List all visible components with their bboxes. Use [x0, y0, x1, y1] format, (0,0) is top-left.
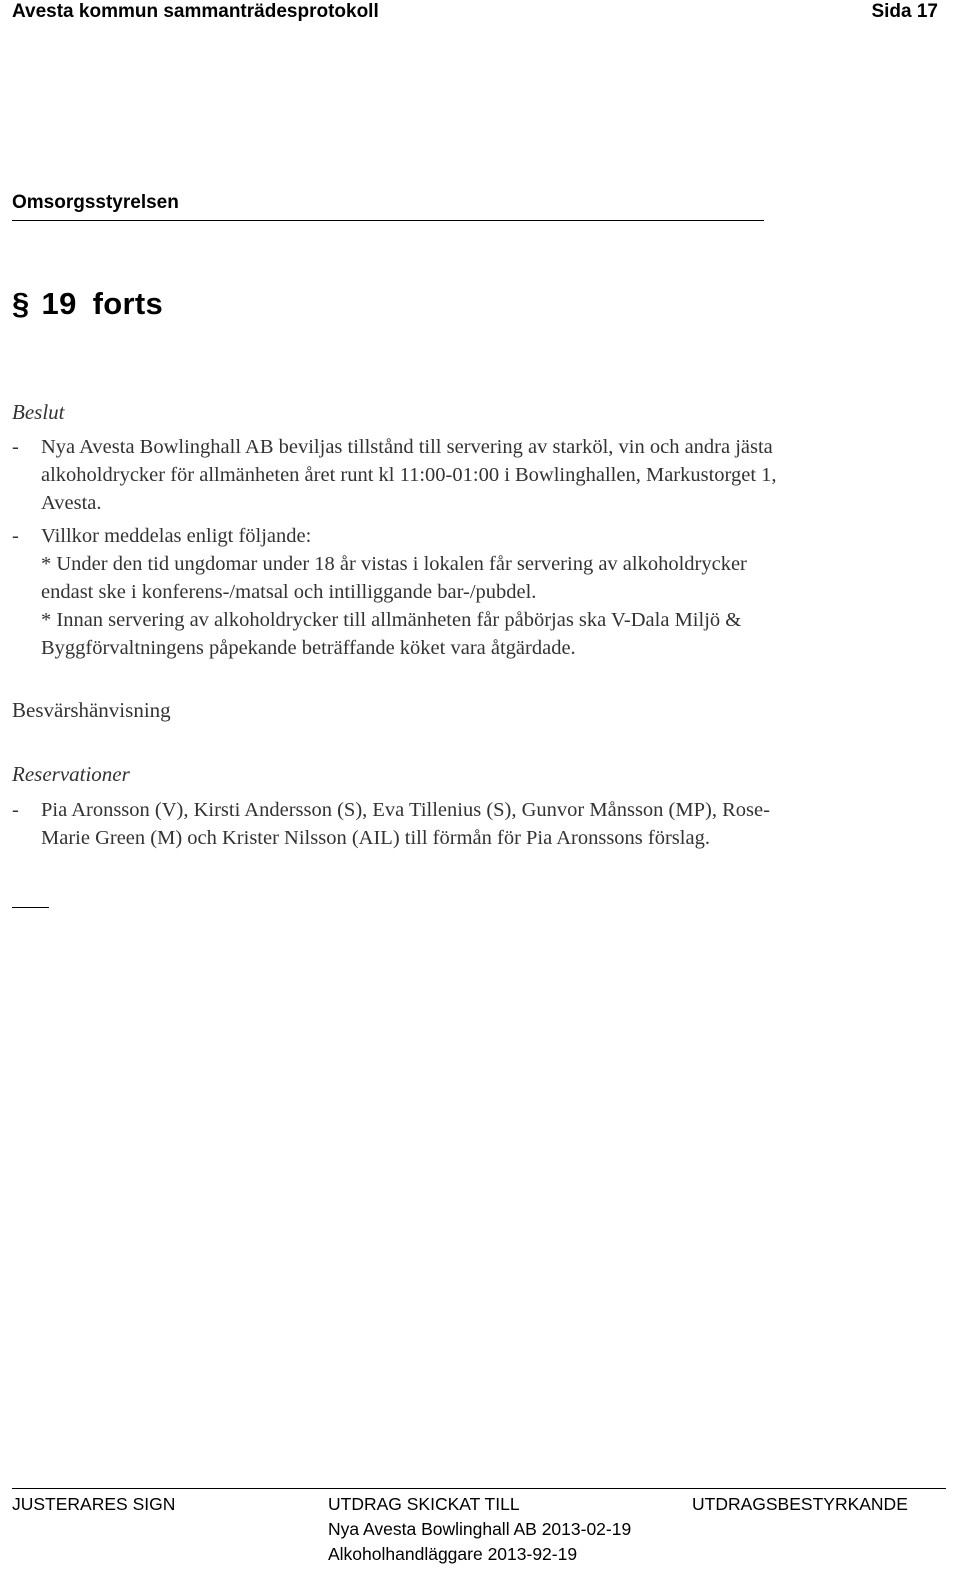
beslut-item — [12, 433, 892, 517]
committee-name: Omsorgsstyrelsen — [12, 192, 764, 221]
text-line: * Under den tid ungdomar under 18 år vistas i lokalen får servering av alkoholdrycker — [41, 553, 747, 575]
text-line: Marie Green (M) och Krister Nilsson (AIL) till förmån för Pia Aronssons förslag. — [41, 827, 710, 849]
page-header — [12, 0, 938, 26]
text-line: Avesta. — [41, 492, 102, 514]
footer-justerares: JUSTERARES SIGN — [12, 1494, 176, 1514]
footer-bestyrkande: UTDRAGSBESTYRKANDE — [692, 1494, 908, 1514]
utdrag-recipient: Nya Avesta Bowlinghall AB 2013-02-19 — [328, 1519, 632, 1539]
reservation-item-text — [41, 796, 892, 852]
beslut-item-text — [41, 433, 892, 517]
beslut-item-text — [41, 522, 892, 662]
footer-utdrag — [328, 1492, 631, 1567]
section-heading — [12, 286, 163, 322]
text-line: endast ske i konferens-/matsal och intilliggande bar-/pubdel. — [41, 581, 537, 603]
besvarshanvisning-label: Besvärshänvisning — [12, 698, 171, 722]
text-line: Nya Avesta Bowlinghall AB beviljas tillstånd till servering av starköl, vin och andra jästa — [41, 436, 773, 458]
bullet-dash: - — [12, 799, 19, 821]
page-number: Sida 17 — [871, 1, 938, 22]
section-symbol: § — [12, 286, 30, 321]
utdrag-label: UTDRAG SKICKAT TILL — [328, 1494, 520, 1514]
reservation-item — [12, 796, 892, 852]
text-line: * Innan servering av alkoholdrycker till allmänheten får påbörjas ska V-Dala Miljö & — [41, 609, 742, 631]
section-number: 19 — [41, 286, 77, 321]
utdrag-recipient: Alkoholhandläggare 2013-92-19 — [328, 1544, 578, 1564]
end-divider — [12, 907, 49, 908]
footer-divider — [12, 1488, 946, 1489]
text-line: Pia Aronsson (V), Kirsti Andersson (S), Eva Tillenius (S), Gunvor Månsson (MP), Rose- — [41, 799, 770, 821]
text-line: Byggförvaltningens påpekande beträffande köket vara åtgärdade. — [41, 637, 576, 659]
text-line: alkoholdrycker för allmänheten året runt kl 11:00-01:00 i Bowlinghallen, Markustorget 1, — [41, 464, 777, 486]
document-title: Avesta kommun sammanträdesprotokoll — [12, 1, 379, 22]
beslut-label: Beslut — [12, 400, 65, 424]
beslut-item — [12, 522, 892, 662]
bullet-dash: - — [12, 525, 19, 547]
bullet-dash: - — [12, 436, 19, 458]
section-suffix: forts — [92, 286, 164, 321]
reservationer-label: Reservationer — [12, 762, 130, 786]
text-line: Villkor meddelas enligt följande: — [41, 525, 312, 547]
